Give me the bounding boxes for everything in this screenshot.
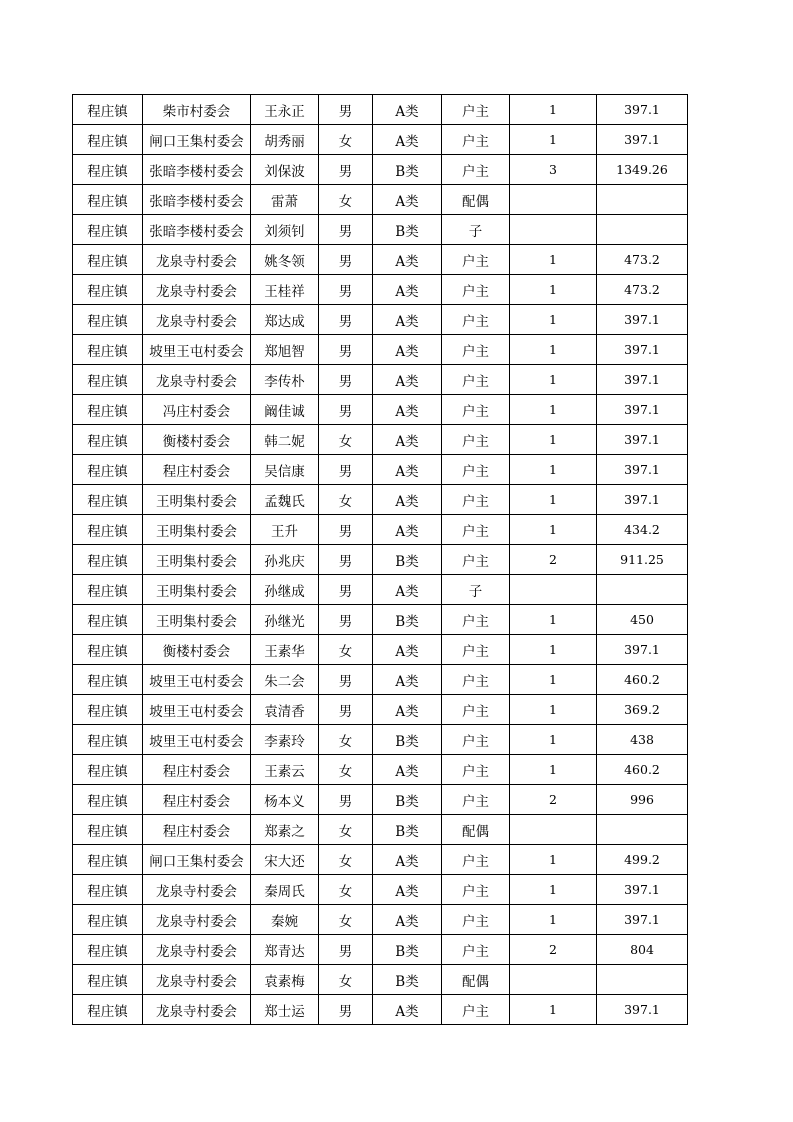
count-cell: 1 — [510, 605, 597, 635]
relation-cell: 配偶 — [442, 965, 510, 995]
name-cell: 胡秀丽 — [251, 125, 319, 155]
relation-cell: 户主 — [442, 905, 510, 935]
village-cell: 闸口王集村委会 — [143, 845, 251, 875]
relation-cell: 子 — [442, 575, 510, 605]
village-cell: 柴市村委会 — [143, 95, 251, 125]
gender-cell: 男 — [319, 665, 373, 695]
amount-cell: 434.2 — [597, 515, 688, 545]
amount-cell: 397.1 — [597, 335, 688, 365]
table-row — [73, 515, 688, 545]
table-row — [73, 185, 688, 215]
town-cell: 程庄镇 — [73, 515, 143, 545]
category-cell: A类 — [373, 425, 442, 455]
village-cell: 王明集村委会 — [143, 515, 251, 545]
category-cell: A类 — [373, 875, 442, 905]
town-cell: 程庄镇 — [73, 785, 143, 815]
gender-cell: 女 — [319, 755, 373, 785]
count-cell — [510, 185, 597, 215]
relation-cell: 户主 — [442, 605, 510, 635]
category-cell: B类 — [373, 215, 442, 245]
table-row — [73, 575, 688, 605]
relation-cell: 户主 — [442, 305, 510, 335]
relation-cell: 户主 — [442, 935, 510, 965]
gender-cell: 男 — [319, 575, 373, 605]
gender-cell: 男 — [319, 365, 373, 395]
amount-cell: 1349.26 — [597, 155, 688, 185]
category-cell: A类 — [373, 335, 442, 365]
category-cell: B类 — [373, 815, 442, 845]
amount-cell: 397.1 — [597, 365, 688, 395]
amount-cell: 397.1 — [597, 485, 688, 515]
relation-cell: 户主 — [442, 365, 510, 395]
category-cell: A类 — [373, 185, 442, 215]
town-cell: 程庄镇 — [73, 95, 143, 125]
village-cell: 张暗李楼村委会 — [143, 185, 251, 215]
name-cell: 王升 — [251, 515, 319, 545]
town-cell: 程庄镇 — [73, 305, 143, 335]
count-cell: 1 — [510, 425, 597, 455]
town-cell: 程庄镇 — [73, 275, 143, 305]
gender-cell: 女 — [319, 875, 373, 905]
amount-cell: 397.1 — [597, 875, 688, 905]
table-row — [73, 845, 688, 875]
gender-cell: 男 — [319, 995, 373, 1025]
count-cell: 1 — [510, 875, 597, 905]
gender-cell: 女 — [319, 635, 373, 665]
relation-cell: 户主 — [442, 635, 510, 665]
amount-cell — [597, 815, 688, 845]
amount-cell: 397.1 — [597, 95, 688, 125]
town-cell: 程庄镇 — [73, 575, 143, 605]
category-cell: B类 — [373, 605, 442, 635]
category-cell: A类 — [373, 395, 442, 425]
name-cell: 刘保波 — [251, 155, 319, 185]
gender-cell: 女 — [319, 845, 373, 875]
count-cell: 2 — [510, 935, 597, 965]
village-cell: 张暗李楼村委会 — [143, 215, 251, 245]
name-cell: 孙继光 — [251, 605, 319, 635]
category-cell: A类 — [373, 245, 442, 275]
name-cell: 孙继成 — [251, 575, 319, 605]
gender-cell: 男 — [319, 155, 373, 185]
name-cell: 杨本义 — [251, 785, 319, 815]
count-cell: 1 — [510, 665, 597, 695]
town-cell: 程庄镇 — [73, 605, 143, 635]
town-cell: 程庄镇 — [73, 425, 143, 455]
table-row — [73, 275, 688, 305]
village-cell: 龙泉寺村委会 — [143, 995, 251, 1025]
count-cell: 1 — [510, 485, 597, 515]
relation-cell: 户主 — [442, 515, 510, 545]
gender-cell: 男 — [319, 215, 373, 245]
count-cell — [510, 965, 597, 995]
village-cell: 龙泉寺村委会 — [143, 365, 251, 395]
category-cell: B类 — [373, 935, 442, 965]
name-cell: 郑青达 — [251, 935, 319, 965]
relation-cell: 户主 — [442, 785, 510, 815]
town-cell: 程庄镇 — [73, 155, 143, 185]
village-cell: 龙泉寺村委会 — [143, 245, 251, 275]
table-row — [73, 935, 688, 965]
name-cell: 宋大还 — [251, 845, 319, 875]
amount-cell — [597, 575, 688, 605]
gender-cell: 男 — [319, 305, 373, 335]
relation-cell: 户主 — [442, 845, 510, 875]
category-cell: B类 — [373, 725, 442, 755]
village-cell: 龙泉寺村委会 — [143, 305, 251, 335]
table-row — [73, 455, 688, 485]
relation-cell: 户主 — [442, 455, 510, 485]
table-row — [73, 335, 688, 365]
relation-cell: 户主 — [442, 875, 510, 905]
village-cell: 闸口王集村委会 — [143, 125, 251, 155]
relation-cell: 户主 — [442, 755, 510, 785]
count-cell: 1 — [510, 515, 597, 545]
count-cell: 1 — [510, 365, 597, 395]
amount-cell: 397.1 — [597, 395, 688, 425]
table-row — [73, 995, 688, 1025]
amount-cell: 473.2 — [597, 245, 688, 275]
category-cell: A类 — [373, 995, 442, 1025]
relation-cell: 户主 — [442, 545, 510, 575]
count-cell: 1 — [510, 995, 597, 1025]
relation-cell: 户主 — [442, 695, 510, 725]
town-cell: 程庄镇 — [73, 935, 143, 965]
relation-cell: 配偶 — [442, 185, 510, 215]
town-cell: 程庄镇 — [73, 185, 143, 215]
name-cell: 朱二会 — [251, 665, 319, 695]
amount-cell — [597, 185, 688, 215]
category-cell: A类 — [373, 845, 442, 875]
table-row — [73, 485, 688, 515]
table-row — [73, 965, 688, 995]
name-cell: 秦周氏 — [251, 875, 319, 905]
town-cell: 程庄镇 — [73, 695, 143, 725]
category-cell: B类 — [373, 155, 442, 185]
table-row — [73, 755, 688, 785]
town-cell: 程庄镇 — [73, 635, 143, 665]
gender-cell: 女 — [319, 185, 373, 215]
town-cell: 程庄镇 — [73, 335, 143, 365]
village-cell: 张暗李楼村委会 — [143, 155, 251, 185]
count-cell: 1 — [510, 635, 597, 665]
village-cell: 龙泉寺村委会 — [143, 275, 251, 305]
town-cell: 程庄镇 — [73, 725, 143, 755]
gender-cell: 男 — [319, 95, 373, 125]
count-cell: 1 — [510, 395, 597, 425]
table-row — [73, 365, 688, 395]
count-cell — [510, 815, 597, 845]
gender-cell: 男 — [319, 935, 373, 965]
category-cell: A类 — [373, 485, 442, 515]
amount-cell: 804 — [597, 935, 688, 965]
count-cell: 3 — [510, 155, 597, 185]
gender-cell: 女 — [319, 125, 373, 155]
count-cell: 1 — [510, 845, 597, 875]
amount-cell — [597, 215, 688, 245]
count-cell: 1 — [510, 695, 597, 725]
amount-cell: 460.2 — [597, 755, 688, 785]
amount-cell: 397.1 — [597, 905, 688, 935]
count-cell: 1 — [510, 125, 597, 155]
relation-cell: 户主 — [442, 485, 510, 515]
village-cell: 冯庄村委会 — [143, 395, 251, 425]
table-row — [73, 125, 688, 155]
name-cell: 郑旭智 — [251, 335, 319, 365]
category-cell: A类 — [373, 125, 442, 155]
category-cell: A类 — [373, 905, 442, 935]
category-cell: A类 — [373, 575, 442, 605]
gender-cell: 男 — [319, 275, 373, 305]
relation-cell: 户主 — [442, 275, 510, 305]
count-cell: 1 — [510, 335, 597, 365]
table-row — [73, 905, 688, 935]
category-cell: A类 — [373, 635, 442, 665]
gender-cell: 男 — [319, 545, 373, 575]
table-row — [73, 425, 688, 455]
village-cell: 衡楼村委会 — [143, 635, 251, 665]
amount-cell: 397.1 — [597, 305, 688, 335]
amount-cell: 438 — [597, 725, 688, 755]
count-cell: 1 — [510, 305, 597, 335]
category-cell: B类 — [373, 785, 442, 815]
gender-cell: 男 — [319, 455, 373, 485]
table-row — [73, 605, 688, 635]
count-cell: 1 — [510, 455, 597, 485]
amount-cell — [597, 965, 688, 995]
count-cell: 1 — [510, 245, 597, 275]
name-cell: 王素云 — [251, 755, 319, 785]
count-cell: 1 — [510, 725, 597, 755]
amount-cell: 499.2 — [597, 845, 688, 875]
gender-cell: 女 — [319, 425, 373, 455]
relation-cell: 配偶 — [442, 815, 510, 845]
amount-cell: 473.2 — [597, 275, 688, 305]
count-cell: 1 — [510, 275, 597, 305]
category-cell: A类 — [373, 95, 442, 125]
data-table — [72, 94, 688, 1025]
category-cell: A类 — [373, 455, 442, 485]
name-cell: 雷萧 — [251, 185, 319, 215]
table-row — [73, 695, 688, 725]
village-cell: 龙泉寺村委会 — [143, 875, 251, 905]
name-cell: 吴信康 — [251, 455, 319, 485]
table-row — [73, 635, 688, 665]
amount-cell: 460.2 — [597, 665, 688, 695]
town-cell: 程庄镇 — [73, 755, 143, 785]
relation-cell: 户主 — [442, 335, 510, 365]
category-cell: A类 — [373, 515, 442, 545]
town-cell: 程庄镇 — [73, 245, 143, 275]
table-row — [73, 725, 688, 755]
village-cell: 程庄村委会 — [143, 455, 251, 485]
relation-cell: 户主 — [442, 245, 510, 275]
gender-cell: 男 — [319, 335, 373, 365]
village-cell: 龙泉寺村委会 — [143, 935, 251, 965]
count-cell — [510, 215, 597, 245]
amount-cell: 397.1 — [597, 125, 688, 155]
category-cell: B类 — [373, 965, 442, 995]
table-body — [73, 95, 688, 1025]
relation-cell: 户主 — [442, 425, 510, 455]
village-cell: 龙泉寺村委会 — [143, 965, 251, 995]
village-cell: 程庄村委会 — [143, 755, 251, 785]
name-cell: 孙兆庆 — [251, 545, 319, 575]
amount-cell: 397.1 — [597, 995, 688, 1025]
relation-cell: 户主 — [442, 995, 510, 1025]
village-cell: 坡里王屯村委会 — [143, 335, 251, 365]
gender-cell: 女 — [319, 485, 373, 515]
table-row — [73, 215, 688, 245]
town-cell: 程庄镇 — [73, 845, 143, 875]
gender-cell: 男 — [319, 605, 373, 635]
village-cell: 王明集村委会 — [143, 605, 251, 635]
table-row — [73, 95, 688, 125]
name-cell: 刘须钊 — [251, 215, 319, 245]
category-cell: A类 — [373, 665, 442, 695]
count-cell: 1 — [510, 755, 597, 785]
amount-cell: 397.1 — [597, 455, 688, 485]
table-row — [73, 395, 688, 425]
name-cell: 王桂祥 — [251, 275, 319, 305]
amount-cell: 369.2 — [597, 695, 688, 725]
gender-cell: 女 — [319, 905, 373, 935]
name-cell: 姚冬领 — [251, 245, 319, 275]
village-cell: 衡楼村委会 — [143, 425, 251, 455]
count-cell — [510, 575, 597, 605]
gender-cell: 女 — [319, 815, 373, 845]
village-cell: 坡里王屯村委会 — [143, 665, 251, 695]
table-row — [73, 785, 688, 815]
category-cell: B类 — [373, 545, 442, 575]
name-cell: 李传朴 — [251, 365, 319, 395]
village-cell: 坡里王屯村委会 — [143, 695, 251, 725]
relation-cell: 户主 — [442, 665, 510, 695]
category-cell: A类 — [373, 695, 442, 725]
gender-cell: 男 — [319, 245, 373, 275]
gender-cell: 男 — [319, 785, 373, 815]
gender-cell: 男 — [319, 515, 373, 545]
count-cell: 1 — [510, 905, 597, 935]
relation-cell: 户主 — [442, 95, 510, 125]
name-cell: 李素玲 — [251, 725, 319, 755]
table-row — [73, 245, 688, 275]
name-cell: 郑达成 — [251, 305, 319, 335]
category-cell: A类 — [373, 305, 442, 335]
table-row — [73, 815, 688, 845]
town-cell: 程庄镇 — [73, 965, 143, 995]
town-cell: 程庄镇 — [73, 395, 143, 425]
village-cell: 坡里王屯村委会 — [143, 725, 251, 755]
amount-cell: 397.1 — [597, 425, 688, 455]
name-cell: 韩二妮 — [251, 425, 319, 455]
name-cell: 郑士运 — [251, 995, 319, 1025]
relation-cell: 户主 — [442, 725, 510, 755]
relation-cell: 子 — [442, 215, 510, 245]
category-cell: A类 — [373, 275, 442, 305]
town-cell: 程庄镇 — [73, 545, 143, 575]
amount-cell: 397.1 — [597, 635, 688, 665]
count-cell: 2 — [510, 785, 597, 815]
name-cell: 郑素之 — [251, 815, 319, 845]
name-cell: 王素华 — [251, 635, 319, 665]
town-cell: 程庄镇 — [73, 215, 143, 245]
relation-cell: 户主 — [442, 125, 510, 155]
town-cell: 程庄镇 — [73, 905, 143, 935]
gender-cell: 男 — [319, 695, 373, 725]
town-cell: 程庄镇 — [73, 875, 143, 905]
town-cell: 程庄镇 — [73, 365, 143, 395]
town-cell: 程庄镇 — [73, 815, 143, 845]
count-cell: 1 — [510, 95, 597, 125]
amount-cell: 911.25 — [597, 545, 688, 575]
name-cell: 王永正 — [251, 95, 319, 125]
village-cell: 王明集村委会 — [143, 575, 251, 605]
village-cell: 王明集村委会 — [143, 485, 251, 515]
town-cell: 程庄镇 — [73, 995, 143, 1025]
table-row — [73, 545, 688, 575]
town-cell: 程庄镇 — [73, 455, 143, 485]
category-cell: A类 — [373, 755, 442, 785]
town-cell: 程庄镇 — [73, 485, 143, 515]
name-cell: 阚佳诚 — [251, 395, 319, 425]
gender-cell: 女 — [319, 725, 373, 755]
name-cell: 秦婉 — [251, 905, 319, 935]
relation-cell: 户主 — [442, 395, 510, 425]
table-row — [73, 155, 688, 185]
table-row — [73, 665, 688, 695]
village-cell: 程庄村委会 — [143, 785, 251, 815]
town-cell: 程庄镇 — [73, 125, 143, 155]
village-cell: 王明集村委会 — [143, 545, 251, 575]
name-cell: 袁素梅 — [251, 965, 319, 995]
name-cell: 袁清香 — [251, 695, 319, 725]
gender-cell: 女 — [319, 965, 373, 995]
town-cell: 程庄镇 — [73, 665, 143, 695]
village-cell: 程庄村委会 — [143, 815, 251, 845]
name-cell: 孟魏氏 — [251, 485, 319, 515]
amount-cell: 996 — [597, 785, 688, 815]
count-cell: 2 — [510, 545, 597, 575]
table-row — [73, 305, 688, 335]
table-row — [73, 875, 688, 905]
relation-cell: 户主 — [442, 155, 510, 185]
amount-cell: 450 — [597, 605, 688, 635]
village-cell: 龙泉寺村委会 — [143, 905, 251, 935]
category-cell: A类 — [373, 365, 442, 395]
gender-cell: 男 — [319, 395, 373, 425]
